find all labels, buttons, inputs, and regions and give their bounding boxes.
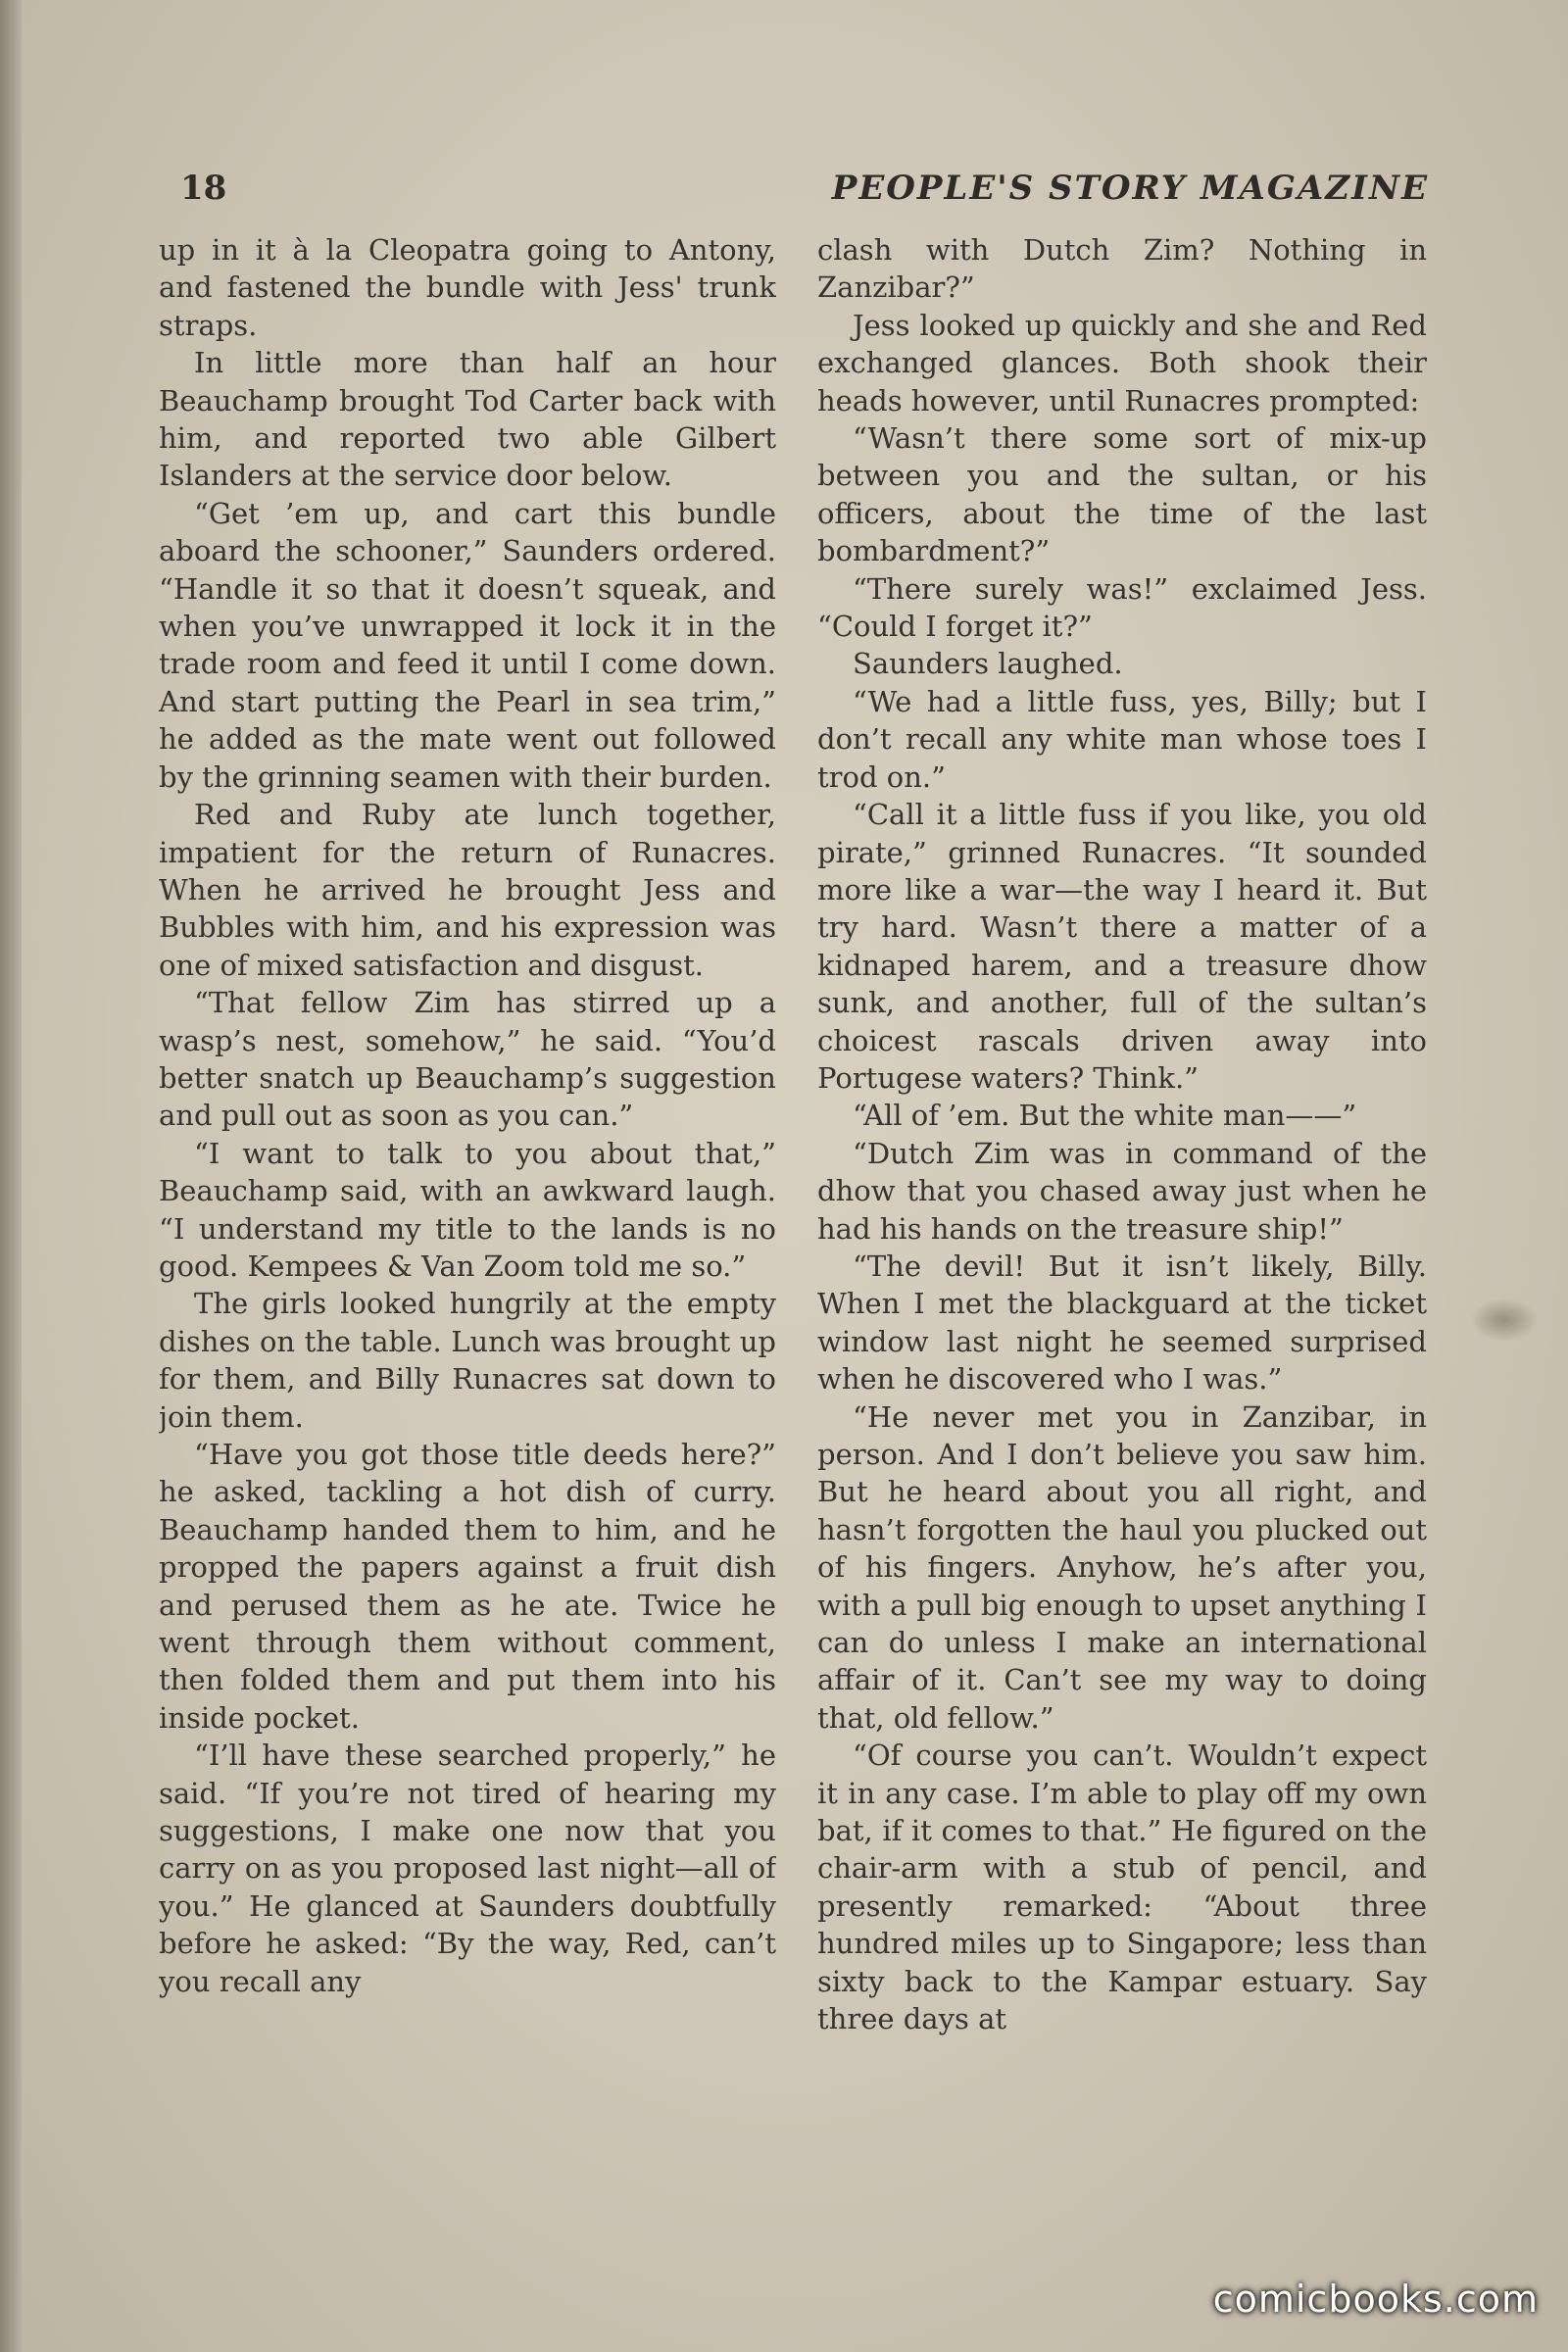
watermark: comicbooks.com xyxy=(1212,2278,1539,2321)
paragraph: “Get ’em up, and cart this bundle aboard the schooner,” Saunders ordered. “Handle it so that it doesn’t squeak, and when you’ve unwrapped it lock it in the trade room and feed it until I come down. And start putting the Pearl in sea trim,” he added as the mate went out followed by the grinning seamen with their burden. xyxy=(159,496,776,794)
paragraph: “Wasn’t there some sort of mix-up between you and the sultan, or his officers, about the time of the last bombardment?” xyxy=(817,421,1427,568)
paragraph: Red and Ruby ate lunch together, impatient for the return of Runacres. When he arrived he brought Jess and Bubbles with him, and his expression was one of mixed satisfaction and disgust. xyxy=(159,798,776,982)
paragraph: “All of ’em. But the white man——” xyxy=(853,1099,1357,1133)
paragraph: “Have you got those title deeds here?” he asked, tackling a hot dish of curry. Beauchamp handed them to him, and he propped the papers against a fruit dish and perused them as he ate. Twice he went through them without comment, then folded them and put them into his inside pocket. xyxy=(159,1438,776,1735)
running-title: PEOPLE'S STORY MAGAZINE xyxy=(831,169,1429,208)
paragraph: “We had a little fuss, yes, Billy; but I don’t recall any white man whose toes I trod on.” xyxy=(817,684,1427,794)
paragraph: The girls looked hungrily at the empty dishes on the table. Lunch was brought up for them, and Billy Runacres sat down to join them. xyxy=(159,1287,776,1434)
right-column xyxy=(817,231,1427,2113)
paragraph: up in it à la Cleopatra going to Antony, and fastened the bundle with Jess' trunk straps. xyxy=(159,233,776,342)
paragraph: Saunders laughed. xyxy=(853,647,1123,681)
paragraph: “Of course you can’t. Wouldn’t expect it in any case. I’m able to play off my own bat, if it comes to that.” He figured on the chair-arm with a stub of pencil, and presently remarked: “About three hundred miles up to Singapore; less than sixty back to the Kampar estuary. Say three days at xyxy=(817,1739,1427,2036)
paragraph: clash with Dutch Zim? Nothing in Zanzibar?” xyxy=(817,233,1427,305)
paragraph: “That fellow Zim has stirred up a wasp’s nest, somehow,” he said. “You’d better snatch up Beauchamp’s suggestion and pull out as soon as you can.” xyxy=(159,986,776,1133)
left-column xyxy=(159,231,776,2113)
page-header xyxy=(174,169,1429,216)
paragraph: “I’ll have these searched properly,” he said. “If you’re not tired of hearing my suggestions, I make one now that you carry on as you proposed last night—all of you.” He glanced at Saunders doubtfully before he asked: “By the way, Red, can’t you recall any xyxy=(159,1739,776,1998)
paragraph: In little more than half an hour Beauchamp brought Tod Carter back with him, and reported two able Gilbert Islanders at the service door below. xyxy=(159,346,776,493)
page-number: 18 xyxy=(180,169,227,208)
paragraph: “There surely was!” exclaimed Jess. “Could I forget it?” xyxy=(817,571,1427,644)
paragraph: “Dutch Zim was in command of the dhow that you chased away just when he had his hands on the treasure ship!” xyxy=(817,1136,1427,1246)
paragraph: Jess looked up quickly and she and Red exchanged glances. Both shook their heads however, until Runacres prompted: xyxy=(817,308,1427,417)
paragraph: “He never met you in Zanzibar, in person. And I don’t believe you saw him. But he heard about you all right, and hasn’t forgotten the haul you plucked out of his fingers. Anyhow, he’s after you, with a pull big enough to upset anything I can do unless I make an international affair of it. Can’t see my way to doing that, old fellow.” xyxy=(817,1399,1427,1735)
paragraph: “I want to talk to you about that,” Beauchamp said, with an awkward laugh. “I understand my title to the lands is no good. Kempees & Van Zoom told me so.” xyxy=(159,1136,776,1283)
paragraph: “Call it a little fuss if you like, you old pirate,” grinned Runacres. “It sounded more like a war—the way I heard it. But try hard. Wasn’t there a matter of a kidnaped harem, and a treasure dhow sunk, and another, full of the sultan’s choicest rascals driven away into Portugese waters? Think.” xyxy=(817,798,1427,1095)
paper-stain xyxy=(1470,1298,1539,1342)
paragraph: “The devil! But it isn’t likely, Billy. When I met the blackguard at the ticket window last night he seemed surprised when he discovered who I was.” xyxy=(817,1249,1427,1396)
